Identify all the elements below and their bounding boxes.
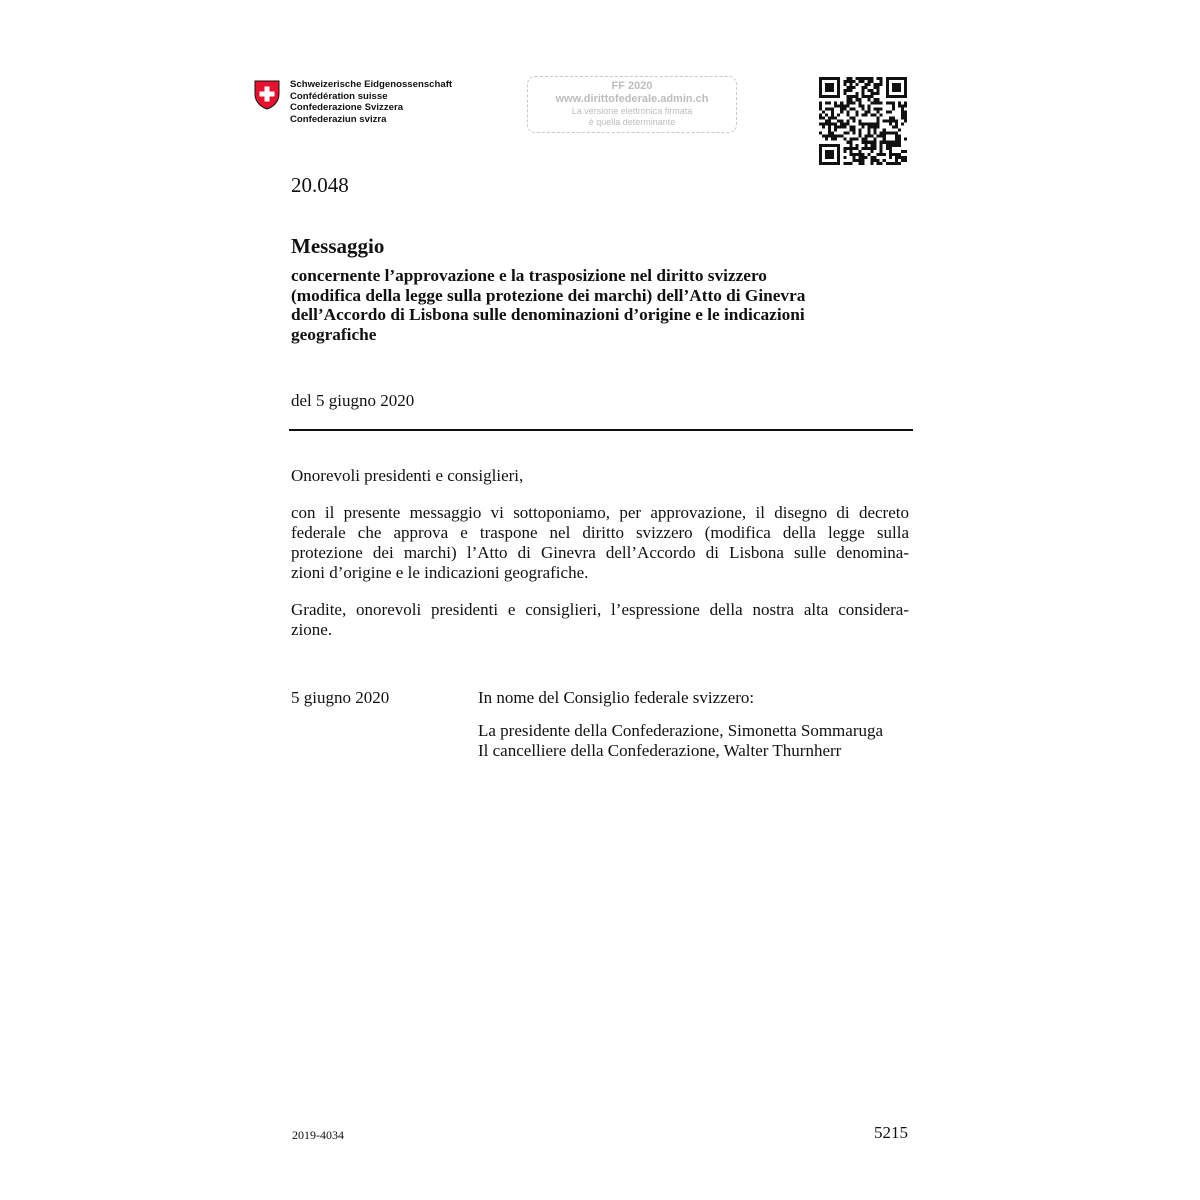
document-number: 20.048 bbox=[291, 173, 349, 197]
document-date: del 5 giugno 2020 bbox=[291, 391, 415, 410]
qr-code-icon bbox=[819, 77, 907, 165]
subtitle-line: geografiche bbox=[291, 324, 377, 344]
footer-reference: 2019-4034 bbox=[292, 1128, 344, 1142]
document-title: Messaggio bbox=[291, 234, 385, 258]
swiss-cross-icon bbox=[254, 80, 280, 110]
paragraph-closing bbox=[291, 600, 909, 640]
paragraph-line: zione. bbox=[291, 620, 333, 639]
signature-president: La presidente della Confederazione, Simonetta Sommaruga bbox=[478, 721, 884, 740]
paragraph-line: federale che approva e traspone nel diritto svizzero (modifica della legge sulla bbox=[291, 523, 909, 542]
signature-council: In nome del Consiglio federale svizzero: bbox=[478, 688, 755, 707]
subtitle-line: dell’Accordo di Lisbona sulle denominazioni d’origine e le indicazioni bbox=[291, 305, 805, 325]
paragraph-line: protezione dei marchi) l’Atto di Ginevra dell’Accordo di Lisbona sulle denomina- bbox=[291, 543, 909, 562]
confederation-name-rm: Confederaziun svizra bbox=[290, 113, 387, 125]
stamp-line-note1: La versione elettronica firmata bbox=[571, 106, 693, 116]
paragraph-line: Gradite, onorevoli presidenti e consiglieri, l’espressione della nostra alta considera- bbox=[291, 600, 909, 619]
paragraph-line: zioni d’origine e le indicazioni geografiche. bbox=[291, 563, 589, 582]
stamp-line-note2: è quella determinante bbox=[588, 117, 676, 127]
stamp-line-url[interactable]: www.dirittofederale.admin.ch bbox=[555, 93, 709, 105]
paragraph-main bbox=[291, 503, 909, 583]
confederation-name-de: Schweizerische Eidgenossenschaft bbox=[290, 79, 453, 90]
publication-stamp bbox=[527, 76, 737, 133]
subtitle-line: concernente l’approvazione e la trasposizione nel diritto svizzero bbox=[291, 266, 767, 285]
signature-date: 5 giugno 2020 bbox=[291, 688, 390, 707]
subtitle-line: (modifica della legge sulla protezione dei marchi) dell’Atto di Ginevra bbox=[291, 285, 806, 305]
salutation: Onorevoli presidenti e consiglieri, bbox=[291, 466, 524, 485]
signature-names bbox=[478, 721, 883, 761]
stamp-line-ff: FF 2020 bbox=[611, 80, 653, 92]
divider bbox=[289, 429, 913, 431]
confederation-name-fr: Confédération suisse bbox=[290, 90, 388, 102]
paragraph-line: con il presente messaggio vi sottoponiamo, per approvazione, il disegno di decreto bbox=[291, 503, 909, 522]
page-number: 5215 bbox=[874, 1123, 908, 1142]
confederation-name-it: Confederazione Svizzera bbox=[290, 102, 404, 113]
confederation-names bbox=[290, 79, 452, 125]
document-subtitle bbox=[291, 266, 916, 344]
signature-chancellor: Il cancelliere della Confederazione, Walter Thurnherr bbox=[478, 741, 842, 760]
